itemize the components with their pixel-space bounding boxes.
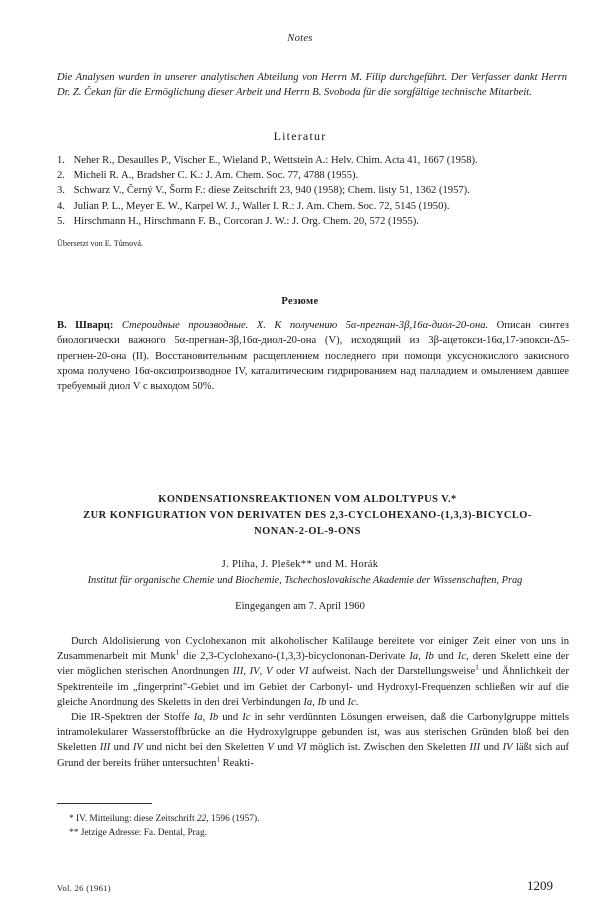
- reference-item: 2. Micheli R. A., Bradsher C. K.: J. Am. Chem. Soc. 77, 4788 (1955).: [57, 170, 359, 182]
- summary-text: Описан синтез биологически важного 5α-прегнан-3β,16α-диол-20-она (V), исходящий из 3β-ацетокси-16α,17-эпокси-Δ5-прегнен-20-она (II). Восстановительным расщеплением последнего при помощи уксуснокислого закисного хрома получено 16α-оксипроизводное IV, каталитическим гидрированием над палладием и омылением давшее требуемый диол V с выходом 50%.: [57, 320, 569, 393]
- body-paragraph-2: Die IR-Spektren der Stoffe Ia, Ib und Ic in sehr verdünnten Lösungen erweisen, daß die Carbonylgruppe mittels intramolekularer Wasserstoffbrücke an die Hydroxylgruppe gebunden ist, was aus sterischen Gründen bloß bei den Skeletten III und IV und nicht bei den Skeletten V und VI möglich ist. Zwischen den Skeletten III und IV läßt sich auf Grund der bereits früher untersuchten$^1$ Reakti-: [57, 712, 570, 769]
- article-institute: Institut für organische Chemie und Biochemie, Tschechoslovakische Akademie der Wissenschaften, Prag: [87, 575, 523, 586]
- page-number: 1209: [527, 878, 553, 893]
- acknowledgment-paragraph: Die Analysen wurden in unserer analytischen Abteilung von Herrn M. Filip durchgeführt. Der Verfasser dankt Herrn Dr. Z. Čekan für die Ermöglichung dieser Arbeit und Herrn B. Svoboda für die sorgfältige technische Mitarbeit.: [57, 72, 567, 99]
- reference-item: 4. Julian P. L., Meyer E. W., Karpel W. J., Waller I. R.: J. Am. Chem. Soc. 72, 5145 (1950).: [57, 200, 450, 212]
- summary-author: В. Шварц:: [57, 320, 114, 331]
- running-head: Notes: [287, 33, 313, 44]
- received-date: Eingegangen am 7. April 1960: [235, 601, 365, 612]
- body-paragraph-1: Durch Aldolisierung von Cyclohexanon mit alkoholischer Kalilauge bereitete vor einiger Zeit einer von uns in Zusammenarbeit mit Munk$^1$ die 2,3-Cyclohexano-(1,3,3)-bicyclononan-Derivate Ia, Ib und Ic, deren Skelett eine der vier möglichen sterischen Anordnungen III, IV, V oder VI aufweist. Nach der Darstellungsweise$^1$ und Ähnlichkeit der Spektrenteile im „fingerprint"-Gebiet und im Gebiet der Carbonyl- und Hydroxyl-Frequenzen schließen wir auf die gleiche Anordnung des Skeletts in den drei Verbindungen Ia, Ib und Ic.: [57, 636, 570, 708]
- footnote-1: * IV. Mitteilung: diese Zeitschrift 22, 1596 (1957).: [69, 814, 260, 824]
- summary-title: Стероидные производные. X. К получению 5α-прегнан-3β,16α-диол-20-она.: [121, 320, 489, 331]
- volume-label: Vol. 26 (1961): [57, 883, 111, 893]
- article-body: [57, 634, 569, 771]
- footnotes: [57, 813, 567, 841]
- literatur-heading: Literatur: [273, 129, 327, 143]
- article-title-line3: NONAN-2-OL-9-ONS: [254, 526, 361, 537]
- reference-item: 3. Schwarz V., Černý V., Šorm F.: diese Zeitschrift 23, 940 (1958); Chem. listy 51, 1362 (1957).: [57, 185, 470, 197]
- reference-item: 5. Hirschmann H., Hirschmann F. B., Corcoran J. W.: J. Org. Chem. 20, 572 (1955).: [57, 215, 419, 227]
- footnote-2: ** Jetzige Adresse: Fa. Dental, Prag.: [69, 827, 207, 838]
- summary-heading: Резюме: [281, 296, 319, 307]
- russian-summary: [57, 318, 569, 394]
- reference-item: 1. Neher R., Desaulles P., Vischer E., Wieland P., Wettstein A.: Helv. Chim. Acta 41, 1667 (1958).: [57, 155, 478, 166]
- article-title-line1: KONDENSATIONSREAKTIONEN VOM ALDOLTYPUS V.*: [158, 494, 457, 505]
- footnote-rule: [57, 803, 152, 804]
- translator-note: Übersetzt von E. Tůmová.: [57, 239, 144, 248]
- article-authors: J. Plíha, J. Plešek** und M. Horák: [221, 559, 379, 570]
- article-title-line2: ZUR KONFIGURATION VON DERIVATEN DES 2,3-CYCLOHEXANO-(1,3,3)-BICYCLO-: [83, 510, 532, 521]
- reference-list: [57, 153, 572, 229]
